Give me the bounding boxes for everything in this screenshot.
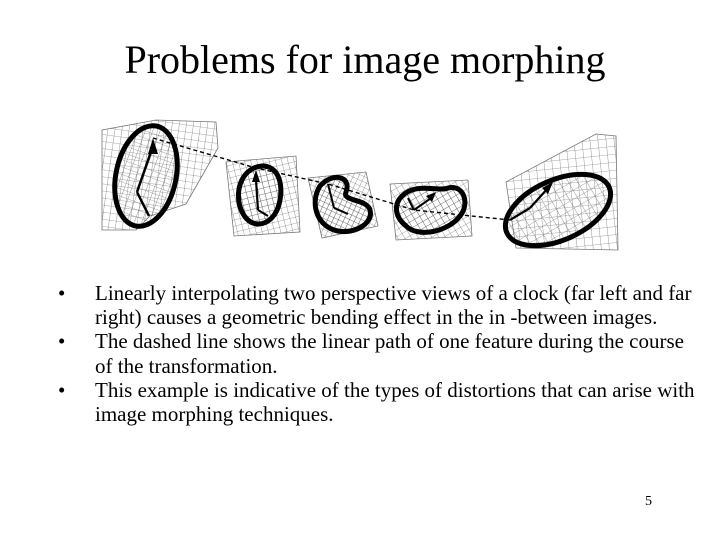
bullet-glyph: • — [58, 329, 66, 354]
bullet-list — [58, 281, 698, 426]
clock-frame-in-between-1 — [226, 156, 300, 236]
slide-title: Problems for image morphing — [124, 37, 606, 82]
bullet-item — [58, 329, 698, 377]
clock-frame-in-between-3 — [390, 180, 472, 240]
morphing-figure — [96, 112, 624, 254]
bullet-glyph: • — [58, 377, 66, 402]
bullet-text: Linearly interpolating two perspective views of a clock (far left and far right) causes a geometric bending effect in the in -between images. — [95, 281, 692, 330]
bullet-text: The dashed line shows the linear path of one feature during the course of the transformation. — [95, 329, 684, 378]
clock-frame-far-right — [495, 134, 622, 254]
clock-frame-far-left — [102, 120, 218, 232]
page-number: 5 — [645, 494, 652, 509]
bullet-item — [58, 281, 698, 329]
bullet-text: This example is indicative of the types of distortions that can arise with image morphing techniques. — [95, 377, 695, 427]
bullet-glyph: • — [58, 281, 66, 305]
bullet-item — [58, 378, 698, 426]
